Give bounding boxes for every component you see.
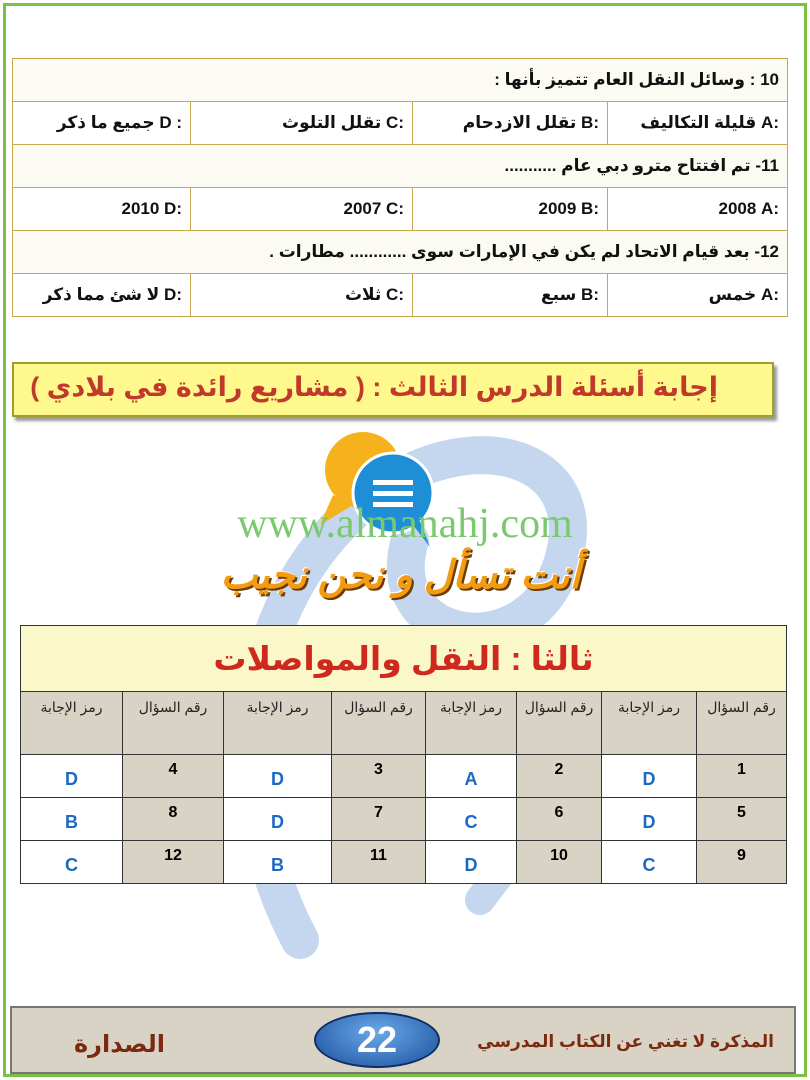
option-cell xyxy=(13,274,191,317)
answer-code: C xyxy=(602,841,697,884)
column-header: رمز الإجابة xyxy=(602,692,697,755)
options-row xyxy=(13,102,788,145)
column-header: رقم السؤال xyxy=(517,692,602,755)
option-letter: B: xyxy=(581,285,599,304)
option-cell xyxy=(13,188,191,231)
option-text: سبع xyxy=(541,285,577,304)
option-letter: A: xyxy=(761,113,779,132)
option-letter: C: xyxy=(386,113,404,132)
answer-table-title-row xyxy=(21,626,787,692)
option-cell xyxy=(13,102,191,145)
answer-table-header-row xyxy=(21,692,787,755)
option-text: لا شئ مما ذكر xyxy=(42,285,160,304)
options-row xyxy=(13,274,788,317)
question-number: 4 xyxy=(123,755,224,798)
school-name: الصدارة xyxy=(74,1031,165,1058)
option-text: 2008 xyxy=(718,199,757,218)
question-number: 5 xyxy=(697,798,787,841)
question-text: 12- بعد قيام الاتحاد لم يكن في الإمارات سوى ............ مطارات . xyxy=(13,231,788,274)
answer-code: D xyxy=(602,798,697,841)
answer-code: D xyxy=(21,755,123,798)
logo-slogan: أنت تسأل و نحن نجيب xyxy=(220,554,581,597)
question-number: 7 xyxy=(332,798,426,841)
options-row xyxy=(13,188,788,231)
banner-title: إجابة أسئلة الدرس الثالث : ( مشاريع رائدة في بلادي ) xyxy=(30,372,718,402)
question-number: 10 xyxy=(517,841,602,884)
column-header: رقم السؤال xyxy=(123,692,224,755)
answer-code: D xyxy=(224,755,332,798)
question-number: 9 xyxy=(697,841,787,884)
question-number: 12 xyxy=(123,841,224,884)
option-cell xyxy=(191,188,413,231)
question-number: 6 xyxy=(517,798,602,841)
table-row xyxy=(21,755,787,798)
option-text: جميع ما ذكر xyxy=(56,113,155,132)
column-header: رقم السؤال xyxy=(697,692,787,755)
question-number: 3 xyxy=(332,755,426,798)
answer-code: C xyxy=(21,841,123,884)
answer-code: A xyxy=(426,755,517,798)
option-letter: B: xyxy=(581,113,599,132)
question-text: 11- تم افتتاح مترو دبي عام ........... xyxy=(13,145,788,188)
watermark-url: www.almanahj.com xyxy=(237,501,573,547)
option-cell xyxy=(191,274,413,317)
question-number: 11 xyxy=(332,841,426,884)
option-letter: D: xyxy=(164,285,182,304)
table-row xyxy=(21,841,787,884)
option-cell xyxy=(413,188,608,231)
question-number: 2 xyxy=(517,755,602,798)
option-cell xyxy=(608,274,788,317)
option-text: 2010 xyxy=(121,199,160,218)
question-text: 10 : وسائل النقل العام تتميز بأنها : xyxy=(13,59,788,102)
column-header: رمز الإجابة xyxy=(426,692,517,755)
answer-key-table xyxy=(20,625,787,884)
question-number: 8 xyxy=(123,798,224,841)
column-header: رقم السؤال xyxy=(332,692,426,755)
page-footer xyxy=(10,1006,796,1074)
question-row xyxy=(13,231,788,274)
question-row xyxy=(13,59,788,102)
page-number-badge: 22 xyxy=(314,1012,440,1068)
option-letter: C: xyxy=(386,199,404,218)
option-text: تقلل التلوث xyxy=(282,113,382,132)
option-text: تقلل الازدحام xyxy=(462,113,577,132)
footer-slogan: المذكرة لا تغني عن الكتاب المدرسي xyxy=(477,1032,774,1051)
option-text: 2009 xyxy=(538,199,577,218)
option-letter: D: xyxy=(164,199,182,218)
option-cell xyxy=(413,102,608,145)
column-header: رمز الإجابة xyxy=(21,692,123,755)
question-row xyxy=(13,145,788,188)
option-text: قليلة التكاليف xyxy=(640,113,757,132)
option-text: 2007 xyxy=(343,199,382,218)
option-letter: D : xyxy=(159,113,182,132)
column-header: رمز الإجابة xyxy=(224,692,332,755)
answer-code: B xyxy=(21,798,123,841)
answer-table-title: ثالثا : النقل والمواصلات xyxy=(21,626,787,692)
answer-code: D xyxy=(224,798,332,841)
table-row xyxy=(21,798,787,841)
answer-code: B xyxy=(224,841,332,884)
option-cell xyxy=(608,188,788,231)
option-cell xyxy=(413,274,608,317)
option-letter: A: xyxy=(761,285,779,304)
questions-table xyxy=(12,58,788,317)
option-cell xyxy=(608,102,788,145)
question-number: 1 xyxy=(697,755,787,798)
option-letter: A: xyxy=(761,199,779,218)
answer-code: D xyxy=(602,755,697,798)
option-letter: C: xyxy=(386,285,404,304)
lesson-answers-banner xyxy=(12,362,774,417)
option-text: خمس xyxy=(708,285,757,304)
answer-code: D xyxy=(426,841,517,884)
answer-code: C xyxy=(426,798,517,841)
option-letter: B: xyxy=(581,199,599,218)
option-text: ثلاث xyxy=(344,285,382,304)
option-cell xyxy=(191,102,413,145)
